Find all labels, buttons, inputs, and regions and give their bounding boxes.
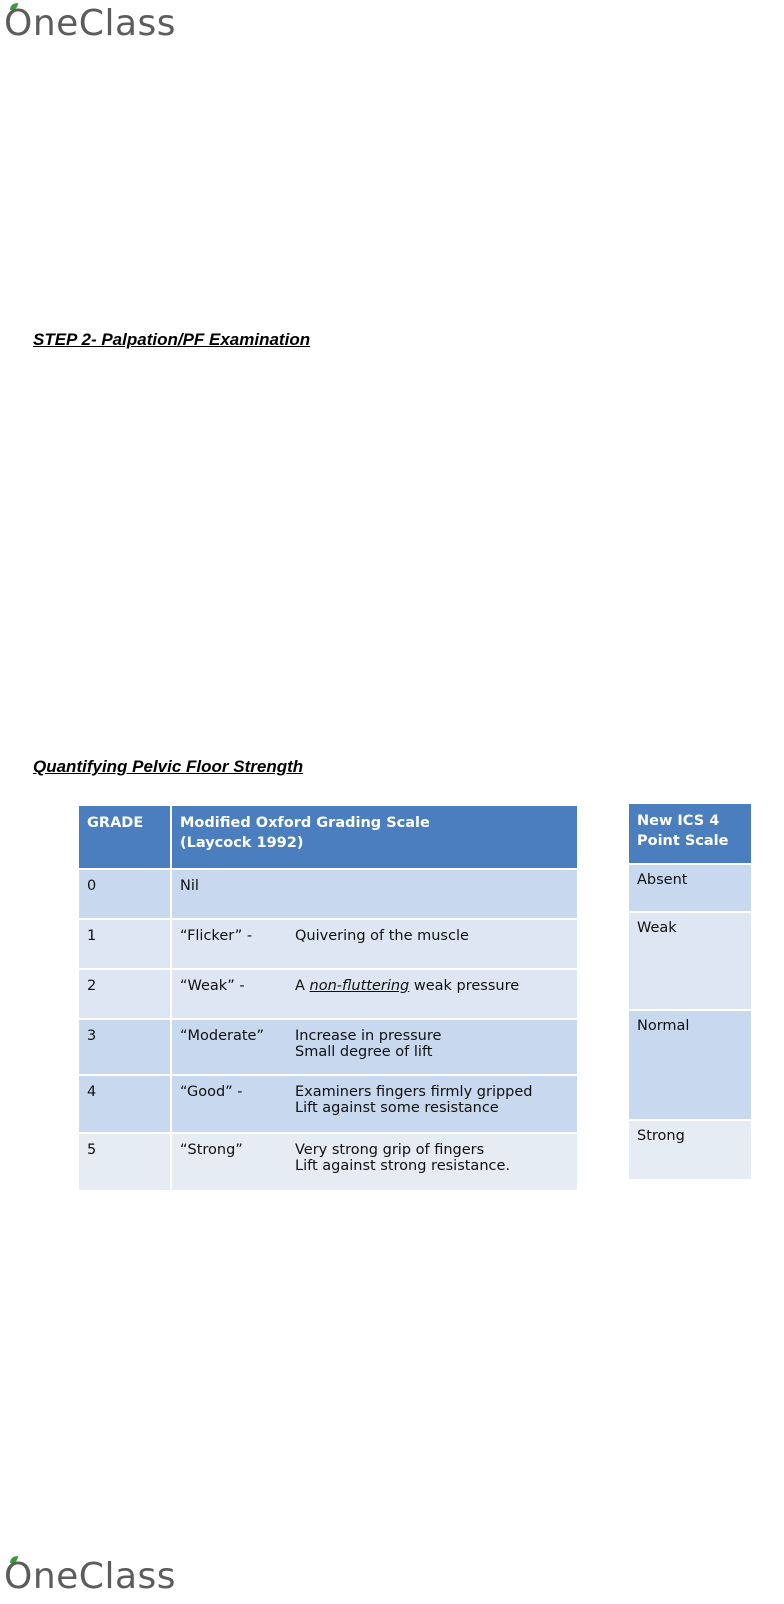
table-row [79,1076,577,1132]
oxford-grading-table [79,804,577,1192]
header-grade: GRADE [79,806,172,868]
grade-cell: 4 [79,1076,172,1132]
grade-description-post: weak pressure [409,978,520,994]
ics-header-line1: New ICS 4 [637,813,720,829]
table-row [79,1020,577,1074]
oneclass-logo [0,2,200,46]
ics-header [629,804,751,863]
ics-cell-weak: Weak [629,913,751,1009]
grade-term: “Weak” - [180,978,245,994]
grade-description-2: Lift against strong resistance. [295,1158,511,1174]
scale-cell [172,970,577,1018]
step2-heading: STEP 2- Palpation/PF Examination [33,330,311,349]
grade-description-emphasis: non-fluttering [309,978,410,994]
table-row [79,970,577,1018]
grade-cell: 3 [79,1020,172,1074]
table-header-row [79,806,577,868]
table-row [79,870,577,918]
header-scale-title: Modified Oxford Grading Scale [180,815,430,831]
scale-cell [172,920,577,968]
header-scale-citation: (Laycock 1992) [180,835,304,851]
header-scale [172,806,577,868]
grade-cell: 5 [79,1134,172,1190]
ics-header-line2: Point Scale [637,833,729,849]
grade-term: Nil [180,878,199,894]
quantifying-heading: Quantifying Pelvic Floor Strength [33,757,304,776]
ics-cell-absent: Absent [629,865,751,911]
table-row [79,920,577,968]
oneclass-logo-footer [0,1555,200,1599]
logo-text: OneClass [4,3,177,44]
grade-term: “Good” - [180,1084,243,1100]
scale-cell [172,870,577,918]
ics-scale-table [629,804,751,1179]
grade-description-2: Small degree of lift [295,1044,433,1060]
grade-description-2: Lift against some resistance [295,1100,499,1116]
grade-description: Very strong grip of fingers [295,1142,485,1158]
grade-cell: 0 [79,870,172,918]
grade-term: “Flicker” - [180,928,253,944]
ics-cell-normal: Normal [629,1011,751,1119]
grade-term: “Moderate” [180,1028,264,1044]
scale-cell [172,1076,577,1132]
table-row [79,1134,577,1190]
grade-cell: 2 [79,970,172,1018]
ics-cell-strong: Strong [629,1121,751,1179]
logo-text: OneClass [4,1556,177,1597]
grade-description: Examiners fingers firmly gripped [295,1084,533,1100]
grade-description: Quivering of the muscle [295,928,469,944]
grade-cell: 1 [79,920,172,968]
grade-description-pre: A [295,978,310,994]
scale-cell [172,1020,577,1074]
grade-description: Increase in pressure [295,1028,442,1044]
scale-cell [172,1134,577,1190]
grade-term: “Strong” [180,1142,243,1158]
